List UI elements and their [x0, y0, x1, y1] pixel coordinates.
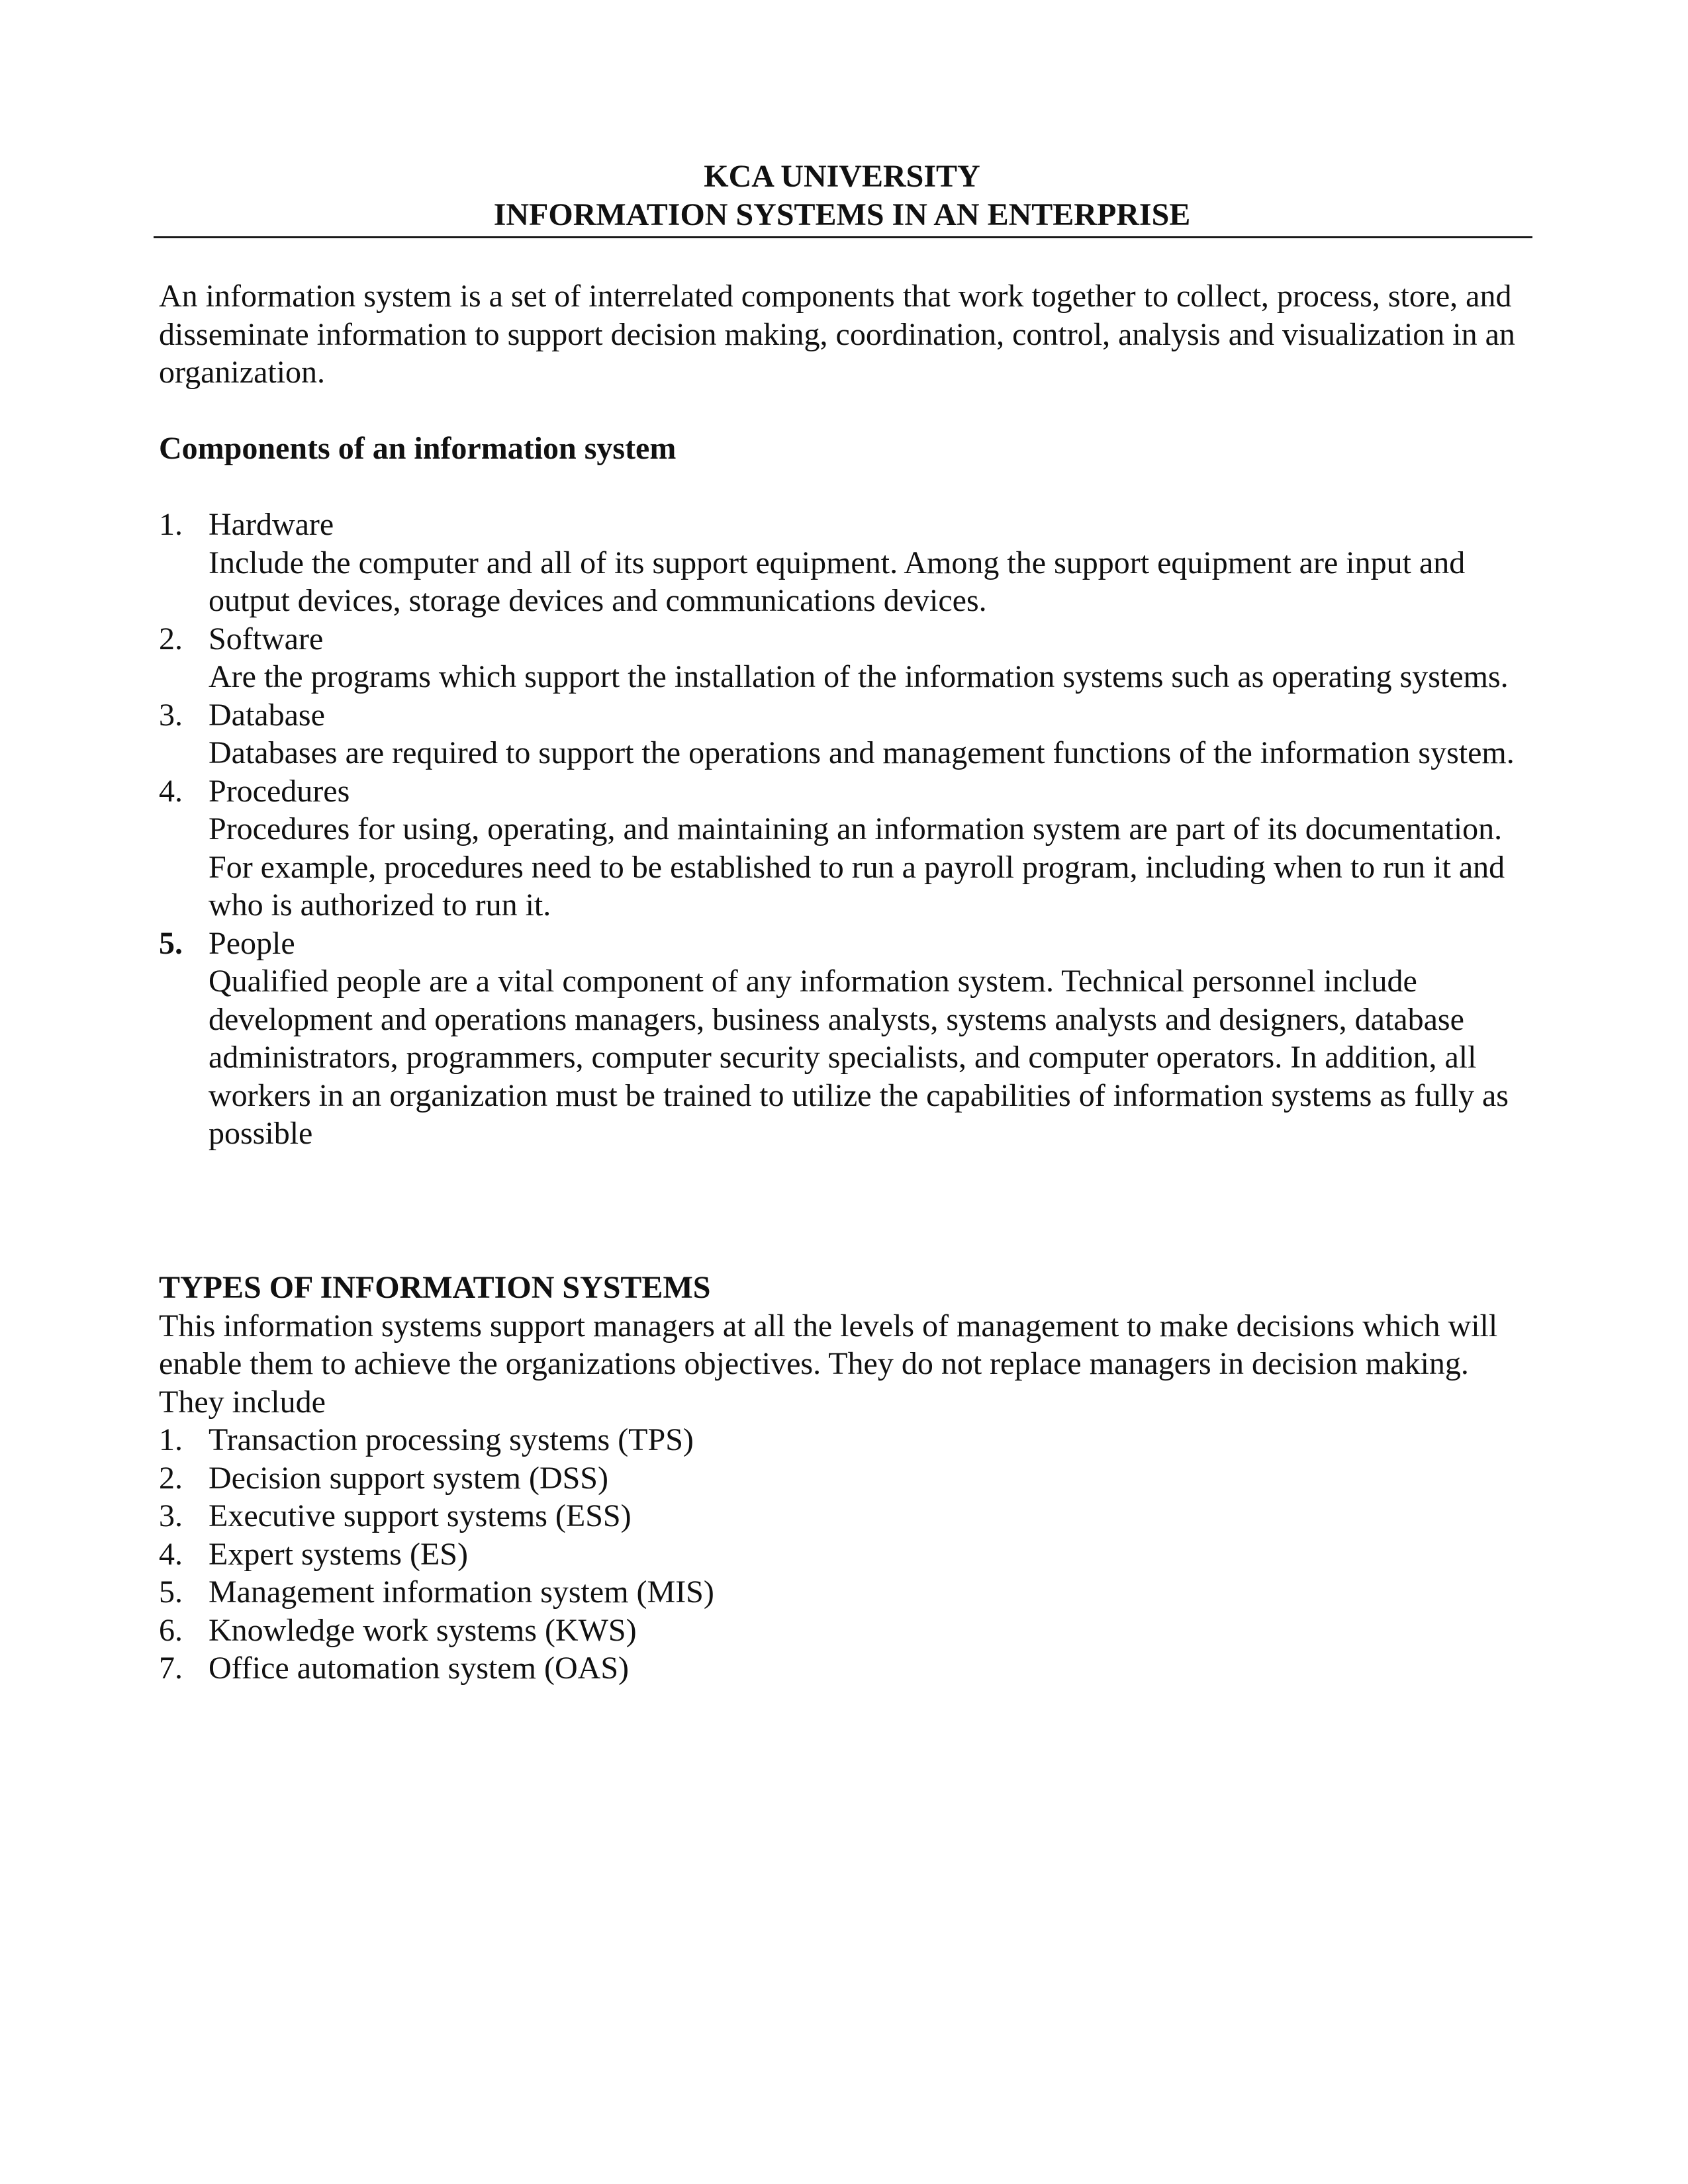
component-description: Are the programs which support the installation of the information systems such as operating systems.: [209, 659, 1509, 694]
list-item: [159, 1612, 1532, 1650]
list-number: 3.: [159, 697, 183, 733]
list-number: 1.: [159, 1422, 183, 1457]
list-number: 4.: [159, 1536, 183, 1572]
list-item: [159, 1573, 1532, 1612]
university-name: KCA UNIVERSITY: [704, 159, 980, 194]
components-list: [159, 506, 1532, 1153]
list-number: 2.: [159, 621, 183, 657]
component-title: Software: [209, 621, 324, 657]
list-number: 5.: [159, 925, 183, 961]
list-item-label: Transaction processing systems (TPS): [209, 1422, 694, 1457]
types-section: [159, 1269, 1532, 1688]
list-item: [159, 1497, 1532, 1535]
types-heading: TYPES OF INFORMATION SYSTEMS: [159, 1270, 711, 1305]
list-item: [159, 1535, 1532, 1574]
component-description: Qualified people are a vital component of any information system. Technical personnel include development and operations managers, business analysts, systems analysts and designers, database administrators, programmers, computer security specialists, and computer operators. In addition, all workers in an organization must be trained to utilize the capabilities of information systems as fully as possible: [209, 964, 1509, 1151]
document-header: [154, 158, 1530, 234]
list-item-label: Management information system (MIS): [209, 1574, 714, 1610]
list-number: 7.: [159, 1651, 183, 1686]
list-item-label: Decision support system (DSS): [209, 1460, 608, 1496]
components-heading: Components of an information system: [159, 431, 677, 466]
list-item: [159, 1649, 1532, 1688]
list-item: [159, 1421, 1532, 1459]
types-list: [159, 1421, 1532, 1688]
list-item-label: Knowledge work systems (KWS): [209, 1612, 637, 1648]
list-number: 2.: [159, 1460, 183, 1496]
component-title: Hardware: [209, 507, 334, 542]
list-item-label: Office automation system (OAS): [209, 1651, 629, 1686]
component-item-procedures: [159, 772, 1532, 925]
component-title: Procedures: [209, 773, 350, 809]
component-description: Databases are required to support the operations and management functions of the information system.: [209, 735, 1515, 770]
types-intro: This information systems support managers at all the levels of management to make decisions which will enable them to achieve the organizations objectives. They do not replace managers in decision making. They include: [159, 1308, 1498, 1420]
list-number: 3.: [159, 1498, 183, 1533]
list-item: [159, 1459, 1532, 1498]
component-description: Procedures for using, operating, and maintaining an information system are part of its documentation. For example, procedures need to be established to run a payroll program, including when to run it and who is authorized to run it.: [209, 811, 1505, 923]
component-title: People: [209, 925, 295, 961]
header-rule: [154, 236, 1532, 238]
component-item-software: [159, 620, 1532, 696]
list-item-label: Executive support systems (ESS): [209, 1498, 632, 1533]
component-title: Database: [209, 697, 325, 733]
list-number: 6.: [159, 1612, 183, 1648]
component-item-people: [159, 925, 1532, 1153]
intro-paragraph: An information system is a set of interrelated components that work together to collect, process, store, and disseminate information to support decision making, coordination, control, analysis and visualization in an organization.: [159, 279, 1515, 390]
component-item-hardware: [159, 506, 1532, 620]
document-title: INFORMATION SYSTEMS IN AN ENTERPRISE: [493, 197, 1191, 232]
list-number: 4.: [159, 773, 183, 809]
list-number: 1.: [159, 507, 183, 542]
list-number: 5.: [159, 1574, 183, 1610]
list-item-label: Expert systems (ES): [209, 1536, 468, 1572]
component-description: Include the computer and all of its support equipment. Among the support equipment are input and output devices, storage devices and communications devices.: [209, 545, 1466, 618]
component-item-database: [159, 696, 1532, 772]
